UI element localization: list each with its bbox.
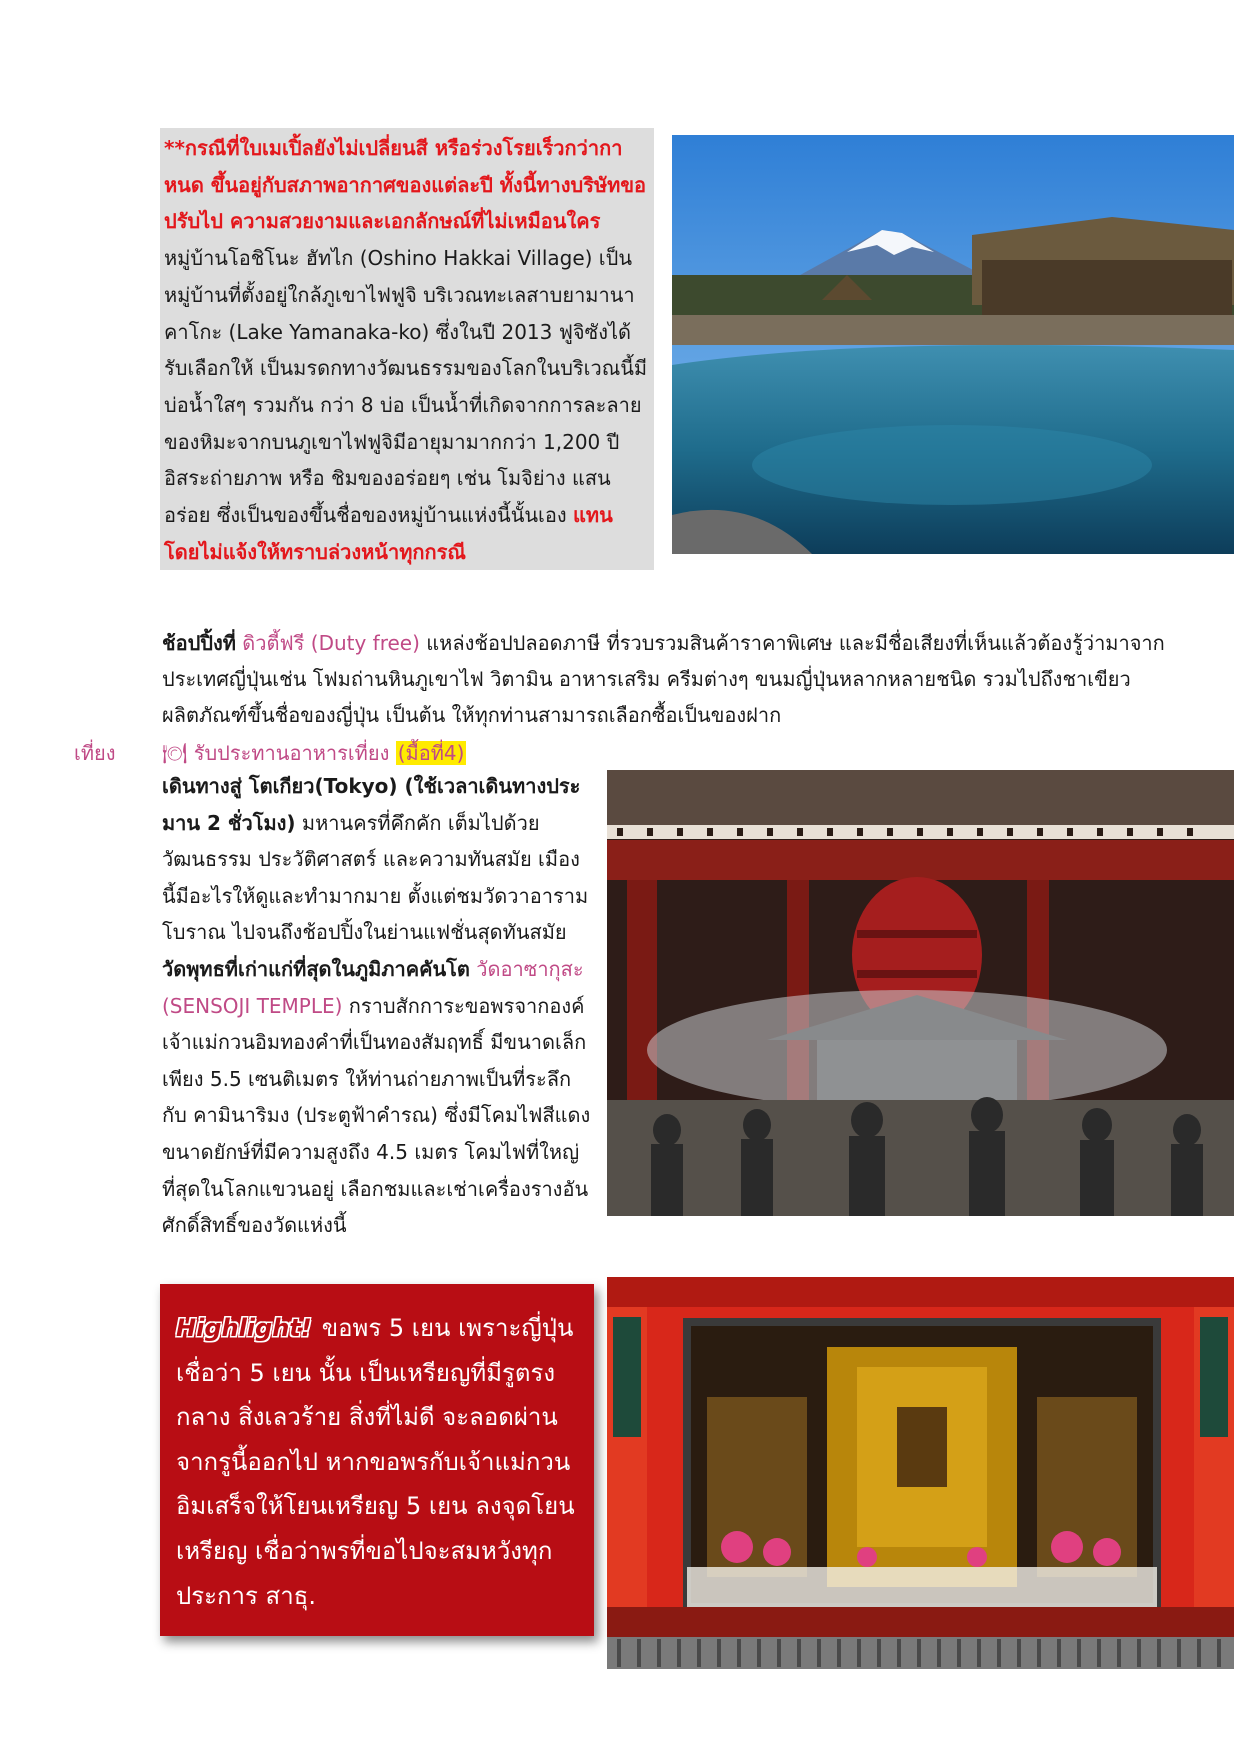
lunch-label-text: 🍽 รับประทานอาหารเที่ยง: [162, 741, 396, 765]
sensoji-temple-photo: [607, 770, 1234, 1216]
oshino-description: [160, 128, 654, 570]
shopping-body: แหล่งช้อปปลอดภาษี ที่รวบรวมสินค้าราคาพิเศษ และมีชื่อเสียงที่เห็นแล้วต้องรู้ว่ามาจากประเทศญี่ปุ่นเช่น โฟมถ่านหินภูเขาไฟ วิตามิน อาหารเสริม ครีมต่างๆ ขนมญี่ปุ่นหลากหลายชนิด รวมไปถึงชาเขียว ผลิตภัณฑ์ขึ้นชื่อของญี่ปุ่น เป็นต้น ให้ทุกท่านสามารถเลือกซื้อเป็นของฝาก: [162, 631, 1165, 727]
highlight-tag: Highlight!: [176, 1314, 312, 1342]
duty-free-name: ดิวตี้ฟรี (Duty free): [235, 631, 420, 655]
shopping-paragraph: [162, 625, 1182, 733]
lunch-item: [162, 736, 466, 770]
oshino-hakkai-photo: [672, 135, 1234, 554]
sensoji-altar-photo: [607, 1277, 1234, 1669]
highlight-box: [160, 1284, 594, 1636]
tokyo-heading: เดินทางสู่ โตเกียว(Tokyo) (ใช้เวลาเดินทางประมาน 2 ชั่วโมง): [162, 774, 581, 835]
oshino-body: หมู่บ้านโอชิโนะ ฮัทไก (Oshino Hakkai Village) เป็นหมู่บ้านที่ตั้งอยู่ใกล้ภูเขาไฟฟูจิ บริเวณทะเลสาบยามานาคาโกะ (Lake Yamanaka-ko) ซึ่งในปี 2013 ฟูจิซังได้รับเลือกให้ เป็นมรดกทางวัฒนธรรมของโลกในบริเวณนี้มีบ่อน้ำใสๆ รวมกัน กว่า 8 บ่อ เป็นน้ำที่เกิดจากการละลายของหิมะจากบนภูเขาไฟฟูจิมีอายุมามากกว่า 1,200 ปี อิสระถ่ายภาพ หรือ ชิมของอร่อยๆ เช่น โมจิย่าง แสนอร่อย ซึ่งเป็นของขึ้นชื่อของหมู่บ้านแห่งนี้นั้นเอง: [164, 246, 648, 528]
maple-note-part-1: **กรณีที่ใบเมเปิ้ลยังไม่เปลี่ยนสี หรือร่วงโรยเร็วกว่ากาหนด ขึ้นอยู่กับสภาพอากาศของแต่ละปี ทั้งนี้ทางบริษัทขอปรับไป ความสวยงามและเอกลักษณ์ที่ไม่เหมือนใคร: [164, 136, 647, 234]
lunch-row: [0, 736, 600, 770]
meal-number-badge: (มื้อที่4): [397, 741, 465, 765]
temple-name: วัดอาซากุสะ (SENSOJI TEMPLE): [162, 956, 584, 1018]
lunch-time-label: เที่ยง: [74, 741, 116, 765]
tokyo-paragraph: [162, 768, 592, 1244]
shopping-lead: ช้อปปิ้งที่: [162, 631, 236, 655]
tokyo-body-2: กราบสักการะขอพรจากองค์ เจ้าแม่กวนอิมทองคำที่เป็นทองสัมฤทธิ์ มีขนาดเล็กเพียง 5.5 เซนติเมตร ให้ท่านถ่ายภาพเป็นที่ระลึกกับ คามินาริมง (ประตูฟ้าคำรณ) ซึ่งมีโคมไฟสีแดงขนาดยักษ์ที่มีความสูงถึง 4.5 เมตร โคมไฟที่ใหญ่ที่สุดในโลกแขวนอยู่ เลือกชมและเช่าเครื่องรางอันศักดิ์สิทธิ์ของวัดแห่งนี้: [162, 993, 591, 1238]
maple-note-part-2: แทน โดยไม่แจ้งให้ทราบล่วงหน้าทุกกรณี: [164, 503, 613, 564]
temple-descriptor: วัดพุทธที่เก่าแก่ที่สุดในภูมิภาคคันโต: [162, 956, 470, 981]
tokyo-body-1: มหานครที่คึกคัก เต็มไปด้วยวัฒนธรรม ประวัติศาสตร์ และความทันสมัย เมืองนี้มีอะไรให้ดูและทำมากมาย ตั้งแต่ชมวัดวาอารามโบราณ ไปจนถึงช้อปปิ้งในย่านแฟชั่นสุดทันสมัย: [162, 810, 589, 945]
highlight-text: ขอพร 5 เยน เพราะญี่ปุ่นเชื่อว่า 5 เยน นั้น เป็นเหรียญที่มีรูตรงกลาง สิ่งเลวร้าย สิ่งที่ไม่ดี จะลอดผ่านจากรูนี้ออกไป หากขอพรกับเจ้าแม่กวนอิมเสร็จให้โยนเหรียญ 5 เยน ลงจุดโยนเหรียญ เชื่อว่าพรที่ขอไปจะสมหวังทุกประการ สาธุ.: [176, 1314, 575, 1610]
